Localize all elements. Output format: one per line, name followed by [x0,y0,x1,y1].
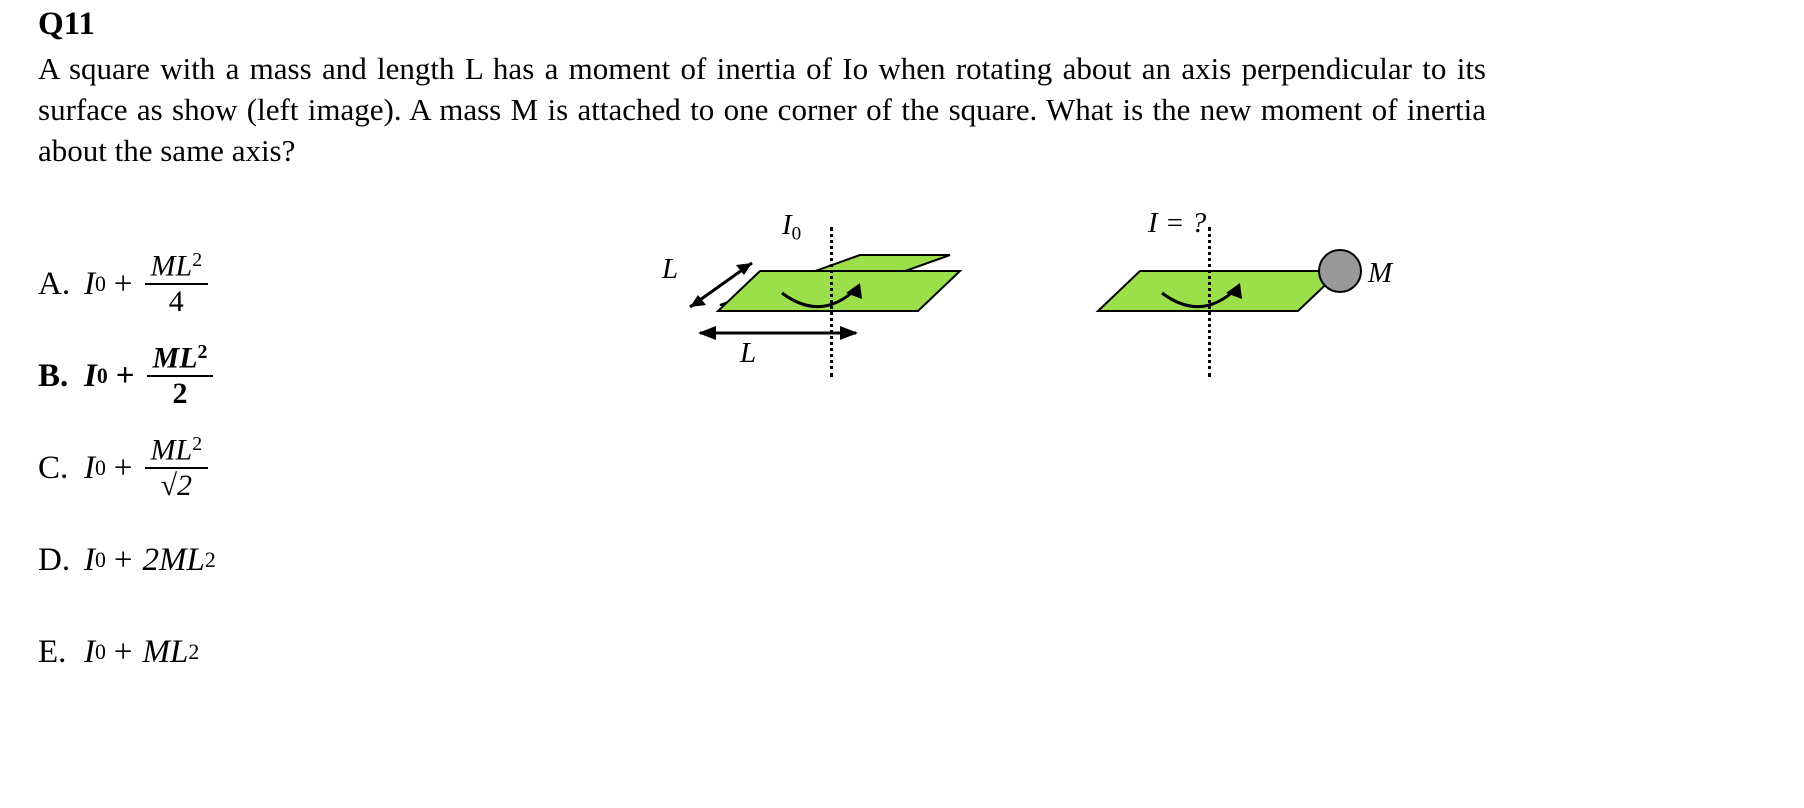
choice-e-operator: + [113,633,133,670]
answer-choices [38,238,558,698]
choice-b-numerator [147,342,214,375]
choice-b-letter: B. [38,357,69,394]
choice-a-operator: + [113,265,133,302]
choice-d-operator: + [113,541,133,578]
choice-e-letter: E. [38,633,67,670]
question-number: Q11 [38,6,95,42]
left-figure-diagram [660,215,1080,405]
choice-c-fraction [145,434,209,502]
left-figure-axis [830,227,833,377]
choice-a-base-sub: 0 [95,271,106,296]
left-axis-label-text: I [782,209,792,241]
choice-e-term: ML [142,633,189,670]
choice-d-base: I [84,541,95,578]
choice-d-expression [84,542,216,579]
choice-a-denominator: 4 [145,283,209,318]
choice-e-base-sub: 0 [95,639,106,664]
choice-b-operator: + [115,357,135,394]
choice-d[interactable] [38,514,558,606]
choice-a-numerator-exponent: 2 [192,249,203,272]
choice-d-base-sub: 0 [95,547,106,572]
choice-a[interactable] [38,238,558,330]
choice-e[interactable] [38,606,558,698]
figure-group [662,207,1740,405]
question-text: A square with a mass and length L has a moment of inertia of Io when rotating about an axis perpendicular to its surface as show (left image). A mass M is attached to one corner of the square. What is the new moment of inertia about the same axis? [38,51,1486,169]
left-figure-side-label: L [662,253,679,285]
left-figure-bottom-label: L [740,337,757,369]
choice-b-base: I [84,357,97,394]
choice-c-denominator: √2 [145,467,209,502]
choice-d-term: 2ML [142,541,205,578]
choice-d-exponent: 2 [204,547,216,572]
choice-a-numerator-text: ML [150,249,193,283]
choice-b-base-sub: 0 [96,363,108,388]
choice-a-letter: A. [38,265,71,302]
choice-c-operator: + [113,449,133,486]
right-figure-diagram [1080,215,1540,405]
choice-a-fraction [145,250,209,318]
choice-c[interactable] [38,422,558,514]
choice-c-expression [84,434,210,502]
choice-c-base-sub: 0 [95,455,106,480]
choice-a-expression [84,250,210,318]
choice-c-letter: C. [38,449,69,486]
choice-e-exponent: 2 [188,639,200,664]
right-figure-mass-label: M [1368,257,1393,289]
right-figure-axis [1208,227,1211,377]
choice-c-base: I [84,449,95,486]
choice-e-base: I [84,633,95,670]
choice-b[interactable] [38,330,558,422]
left-figure-axis-label [782,209,801,245]
left-axis-label-sub: 0 [791,223,802,245]
choice-b-denominator: 2 [147,375,214,410]
choice-c-numerator-text: ML [150,433,193,467]
choice-c-numerator-exponent: 2 [192,433,203,456]
choice-b-expression [84,342,215,410]
right-figure-axis-label: I = ? [1148,207,1207,239]
choice-c-numerator [145,434,209,467]
choice-a-numerator [145,250,209,283]
choice-e-expression [84,634,199,671]
choice-b-numerator-exponent: 2 [197,341,208,364]
choice-b-numerator-text: ML [152,341,198,375]
choice-b-fraction [147,342,214,410]
choice-d-letter: D. [38,541,71,578]
choice-a-base: I [84,265,95,302]
